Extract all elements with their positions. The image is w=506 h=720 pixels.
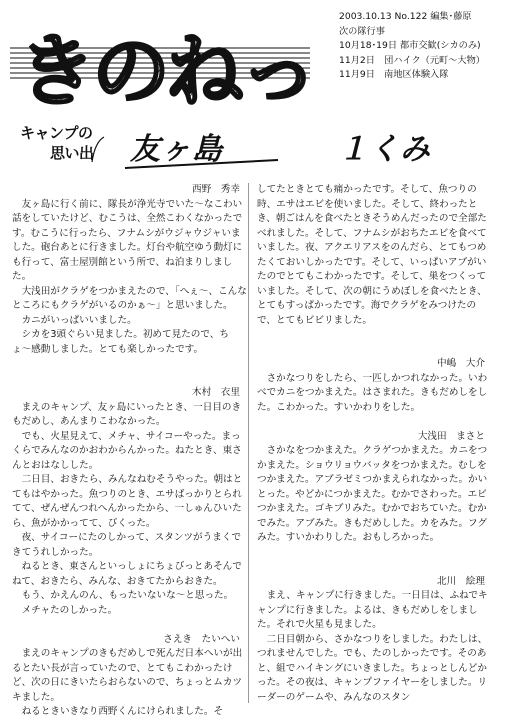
essay [257, 357, 493, 430]
essay-paragraph: 友ヶ島に行く前に、隊長が浄光寺でいた〜なこわい話をしていたけど、むこうは、全然こわくなかったです。むこうに行ったら、フナムシがウジャウジャいました。砲台あとに行きました。灯台や航空ゆう動灯にも行って、富士屋別館という所で、ね泊まりしました。 [12, 198, 243, 282]
upcoming-event: 11月2日 団ハイク（元町〜大物） [339, 54, 485, 66]
essay [12, 386, 248, 633]
title-subtitle-line1: キャンプの [20, 124, 93, 142]
spacer [12, 372, 248, 387]
essay-paragraph: 夜、サイコーにたのしかって、スタンツがうまくできてうれしかった。 [12, 532, 242, 558]
essay-paragraph: 大浅田がクラゲをつかまえたので、「へぇ〜、こんなところにもクラゲがいるのかぁ〜」と思いました。 [12, 285, 247, 311]
spacer [257, 415, 493, 430]
author-name: 中嶋 大介 [437, 358, 485, 369]
essay-paragraph: まえのキャンプ、友ヶ島にいったとき、一日目のきもだめし、あんまりこわなかった。 [12, 401, 242, 427]
upcoming-event: 11月9日 南地区体験入隊 [339, 69, 449, 80]
spacer [257, 328, 493, 343]
essay-paragraph: もう、かえんのん、もったいないな〜と思った。 [21, 590, 234, 601]
essay-paragraph: ねるとき、東さんといっしょにちょびっとあそんでねて、おきたら、みんな、おきてたからおきた。 [12, 561, 242, 587]
essay-paragraph: 二日目朝から、さかなつりをしました。わたしは、つれませんでした。でも、たのしかったです。そのあと、組でハイキングにいきました。ちょっとしんどかった。その夜は、キャンプファイヤーをしました。リーダーのゲームや、みんなのスタン [257, 633, 488, 703]
upcoming-event: 10月18･19日 都市交歓(シカのみ) [339, 40, 481, 51]
author-name: 西野 秀幸 [192, 184, 240, 195]
essay-paragraph: カニがいっぱいいました。 [21, 314, 137, 326]
spacer [12, 618, 248, 633]
essay-paragraph: でも、火星見えて、メチャ、サイコーやった。まっくらでみんなのかおわからんかった。ねたとき、東さんとおはなしした。 [12, 430, 242, 471]
right-column [257, 183, 493, 705]
upcoming-heading: 次の隊行事 [339, 25, 385, 37]
title-main: 友ヶ島 [130, 132, 223, 167]
masthead-logo [10, 18, 310, 110]
essay-paragraph: 二日目、おきたら、みんなねむそうやった。朝はとてもはやかった。魚つりのとき、エサばっかりとられてて、ぜんぜんつれへんかったから、一しゅんひいたら、魚がかかってて、びくった。 [12, 474, 243, 529]
essay-paragraph: してたときとても痛かったです。そして、魚つりの時、エサはエビを使いました。そして、終わったとき、朝ごはんを食べたときそうめんだったので全部たべれました。そして、フナムシがおちたエビを食べていました。夜、アクエリアスをのんだら、とてもつめたくておいしかったです。そして、いっぱいアブがいたのでとてもこわかったです。そして、巣をつくっていました。そして、次の朝にうめぼしを食べたとき、とてもすっぱかったです。海でクラゲをみつけたので、とてもビビリました。 [257, 184, 487, 326]
essay [12, 633, 248, 720]
spacer [257, 546, 493, 561]
spacer [257, 560, 493, 575]
essay-paragraph: まえ、キャンプに行きました。一日目は、ふねでキャンプに行きました。よるは、きもだめしをしました。それで火星も見ました。 [257, 590, 488, 630]
spacer [257, 343, 493, 358]
author-name: 大浅田 まさと [417, 430, 485, 442]
essay [12, 183, 248, 386]
essay-continued [257, 183, 493, 357]
essay-paragraph: メチャたのしかった。 [21, 604, 118, 616]
issue-date-number: 2003.10.13 No.122 編集･藤原 [339, 11, 472, 22]
column-divider [248, 183, 249, 703]
spacer [12, 357, 248, 372]
article-title [20, 118, 490, 176]
essay [257, 575, 493, 706]
essay [257, 430, 493, 575]
essay-paragraph: まえのキャンプのきもだめしで死んだ日本へいが出るとたい長が言っていたので、とてもこわかったけど、次の日にきいたらおらないので、ちょっとムカツキました。 [12, 648, 243, 703]
essay-paragraph: さかなつりをしたら、一匹しかつれなかった。いわべでカニをつかまえた。はさまれた。きもだめしをした。こわかった。すいかわりをした。 [257, 372, 488, 413]
essay-paragraph: さかなをつかまえた。クラゲつかまえた。カニをつかまえた。ショウリョウバッタをつかまえた。むしをつかまえた。アブラゼミつかまえられなかった。かいとった。やどかにつかまえた。むかでさわった。エビつかまえた。ゴキブリみた。むかでおちていた。むかでみた。アブみた。きもだめしした。カをみた。フグみた。すいかわりした。おもしろかった。 [257, 445, 488, 543]
author-name: さえき たいへい [163, 633, 240, 645]
title-subtitle-line2: 思い出 [50, 144, 94, 162]
essay-paragraph: シカを3頭ぐらい見ました。初めて見たので、ちょ〜感動しました。とても楽しかったです。 [12, 329, 229, 355]
author-name: 北川 絵理 [437, 575, 485, 587]
title-group: １くみ [338, 132, 431, 167]
left-column [12, 183, 248, 720]
issue-info [339, 10, 499, 83]
svg-text:きのねっこ: きのねっ [18, 27, 310, 110]
author-name: 木村 衣里 [192, 387, 240, 398]
essay-paragraph: ねるときいきなり西野くんにけられました。そ [21, 706, 224, 717]
